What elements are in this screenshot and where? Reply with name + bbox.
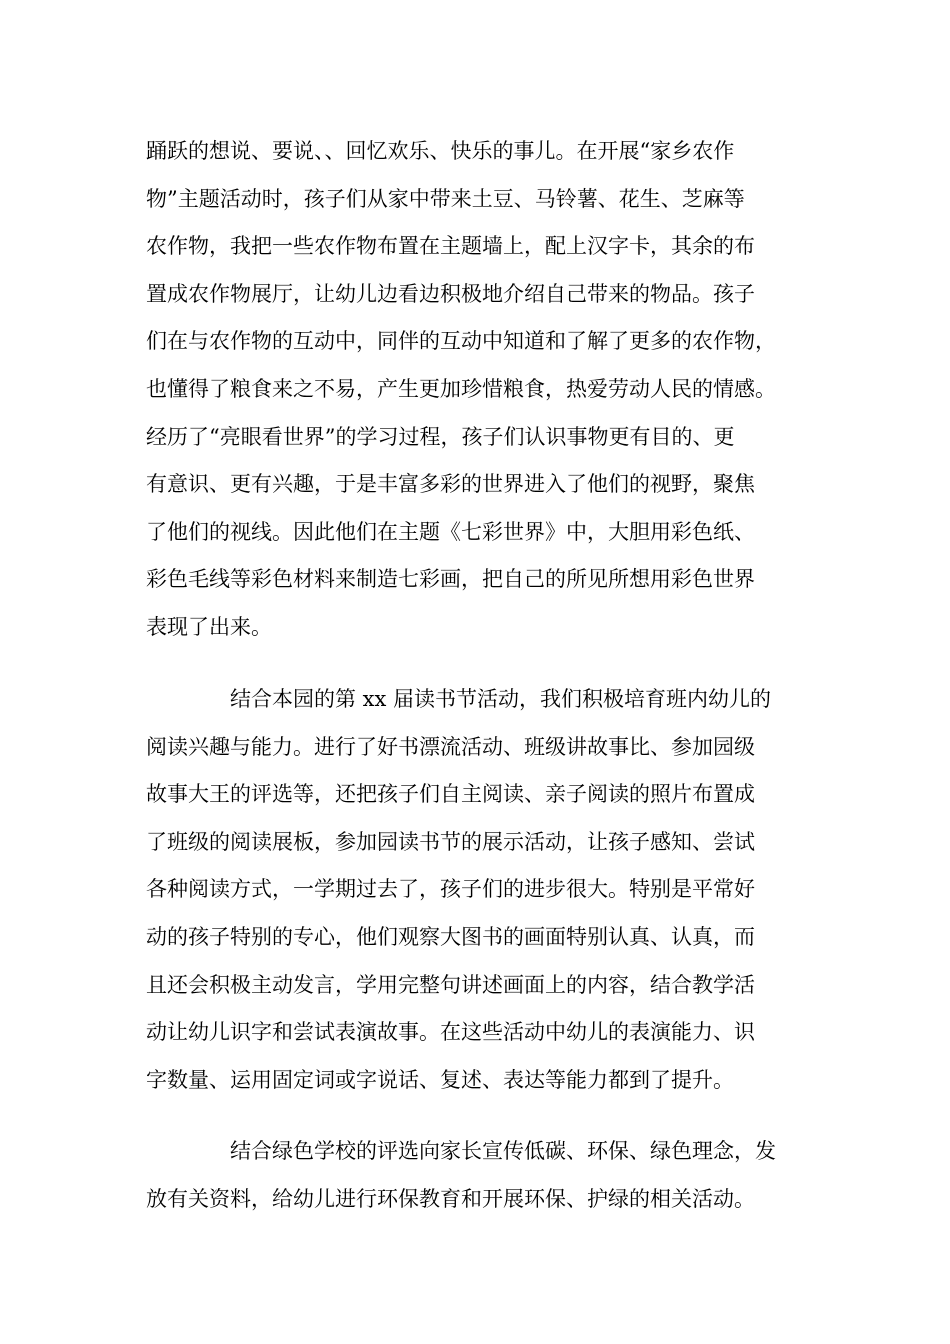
- paragraph-line: 彩色毛线等彩色材料来制造七彩画，把自己的所见所想用彩色世界: [146, 567, 755, 592]
- paragraph-line: 物”主题活动时，孩子们从家中带来土豆、马铃薯、花生、芝麻等: [146, 186, 745, 211]
- paragraph-line: 结合本园的第 xx 届读书节活动，我们积极培育班内幼儿的: [230, 687, 772, 711]
- paragraph-line: 踊跃的想说、要说、、回忆欢乐、快乐的事儿。在开展“家乡农作: [146, 139, 735, 163]
- paragraph-line: 表现了出来。: [146, 614, 272, 639]
- paragraph-line: 置成农作物展厅，让幼儿边看边积极地介绍自己带来的物品。孩子: [146, 281, 755, 306]
- paragraph-line: 经历了“亮眼看世界”的学习过程，孩子们认识事物更有目的、更: [146, 424, 735, 449]
- paragraph-line: 动的孩子特别的专心，他们观察大图书的画面特别认真、认真，而: [146, 924, 755, 949]
- paragraph-3: [146, 1128, 816, 1223]
- paragraph-2: [146, 676, 816, 1104]
- paragraph-line: 阅读兴趣与能力。进行了好书漂流活动、班级讲故事比、参加园级: [146, 734, 755, 759]
- paragraph-line: 结合绿色学校的评选向家长宣传低碳、环保、绿色理念，发: [230, 1139, 776, 1163]
- paragraph-line: 了他们的视线。因此他们在主题《七彩世界》中，大胆用彩色纸、: [146, 519, 755, 544]
- paragraph-line: 有意识、更有兴趣，于是丰富多彩的世界进入了他们的视野，聚焦: [146, 472, 755, 497]
- paragraph-line: 故事大王的评选等，还把孩子们自主阅读、亲子阅读的照片布置成: [146, 782, 755, 807]
- paragraph-line: 放有关资料，给幼儿进行环保教育和开展环保、护绿的相关活动。: [146, 1186, 755, 1211]
- paragraph-line: 字数量、运用固定词或字说话、复述、表达等能力都到了提升。: [146, 1067, 734, 1092]
- paragraph-line: 们在与农作物的互动中，同伴的互动中知道和了解了更多的农作物，: [146, 329, 776, 354]
- paragraph-line: 农作物，我把一些农作物布置在主题墙上，配上汉字卡，其余的布: [146, 234, 755, 259]
- paragraph-1: [146, 128, 816, 652]
- paragraph-line: 各种阅读方式，一学期过去了，孩子们的进步很大。特别是平常好: [146, 877, 755, 902]
- paragraph-line: 也懂得了粮食来之不易，产生更加珍惜粮食，热爱劳动人民的情感。: [146, 376, 776, 401]
- paragraph-line: 动让幼儿识字和尝试表演故事。在这些活动中幼儿的表演能力、识: [146, 1020, 755, 1045]
- paragraph-line: 了班级的阅读展板，参加园读书节的展示活动，让孩子感知、尝试: [146, 829, 755, 854]
- paragraph-line: 且还会积极主动发言，学用完整句讲述画面上的内容，结合教学活: [146, 972, 755, 997]
